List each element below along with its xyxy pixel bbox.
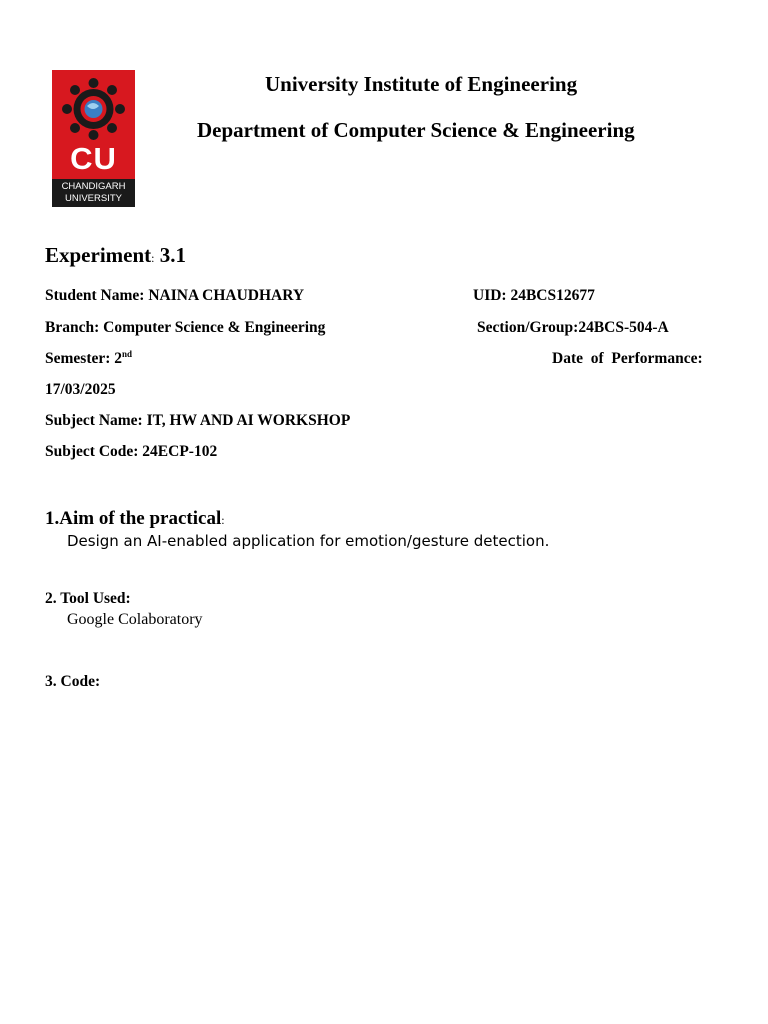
tool-text: Google Colaboratory bbox=[67, 611, 203, 628]
aim-heading bbox=[45, 508, 225, 530]
gear-globe-icon bbox=[58, 76, 129, 142]
aim-colon: : bbox=[221, 513, 225, 527]
logo-band bbox=[52, 179, 135, 207]
subject-name: Subject Name: IT, HW AND AI WORKSHOP bbox=[45, 412, 351, 429]
aim-heading-text: 1.Aim of the practical bbox=[45, 508, 222, 529]
semester-suffix: nd bbox=[122, 348, 133, 359]
aim-text: Design an AI-enabled application for emotion/gesture detection. bbox=[67, 532, 550, 550]
date-value: 17/03/2025 bbox=[45, 381, 116, 398]
section-group: Section/Group:24BCS-504-A bbox=[477, 319, 669, 336]
university-logo bbox=[52, 70, 135, 207]
semester-label: Semester: 2 bbox=[45, 350, 123, 367]
code-heading: 3. Code: bbox=[45, 673, 101, 690]
uid: UID: 24BCS12677 bbox=[473, 287, 595, 304]
branch: Branch: Computer Science & Engineering bbox=[45, 319, 326, 336]
institute-title: University Institute of Engineering bbox=[265, 72, 578, 96]
experiment-heading bbox=[45, 243, 186, 268]
experiment-colon: : bbox=[151, 251, 155, 265]
logo-cu-text: CU bbox=[70, 141, 117, 176]
experiment-number: 3.1 bbox=[159, 243, 186, 267]
department-title: Department of Computer Science & Engineering bbox=[197, 118, 635, 142]
tool-heading: 2. Tool Used: bbox=[45, 590, 131, 607]
semester bbox=[45, 350, 132, 368]
experiment-label: Experiment bbox=[45, 243, 152, 267]
logo-line1: CHANDIGARH bbox=[61, 181, 126, 192]
logo-line2: UNIVERSITY bbox=[64, 193, 122, 204]
subject-code: Subject Code: 24ECP-102 bbox=[45, 443, 218, 460]
date-of-performance-label: Date of Performance: bbox=[552, 350, 703, 367]
student-name: Student Name: NAINA CHAUDHARY bbox=[45, 287, 305, 304]
